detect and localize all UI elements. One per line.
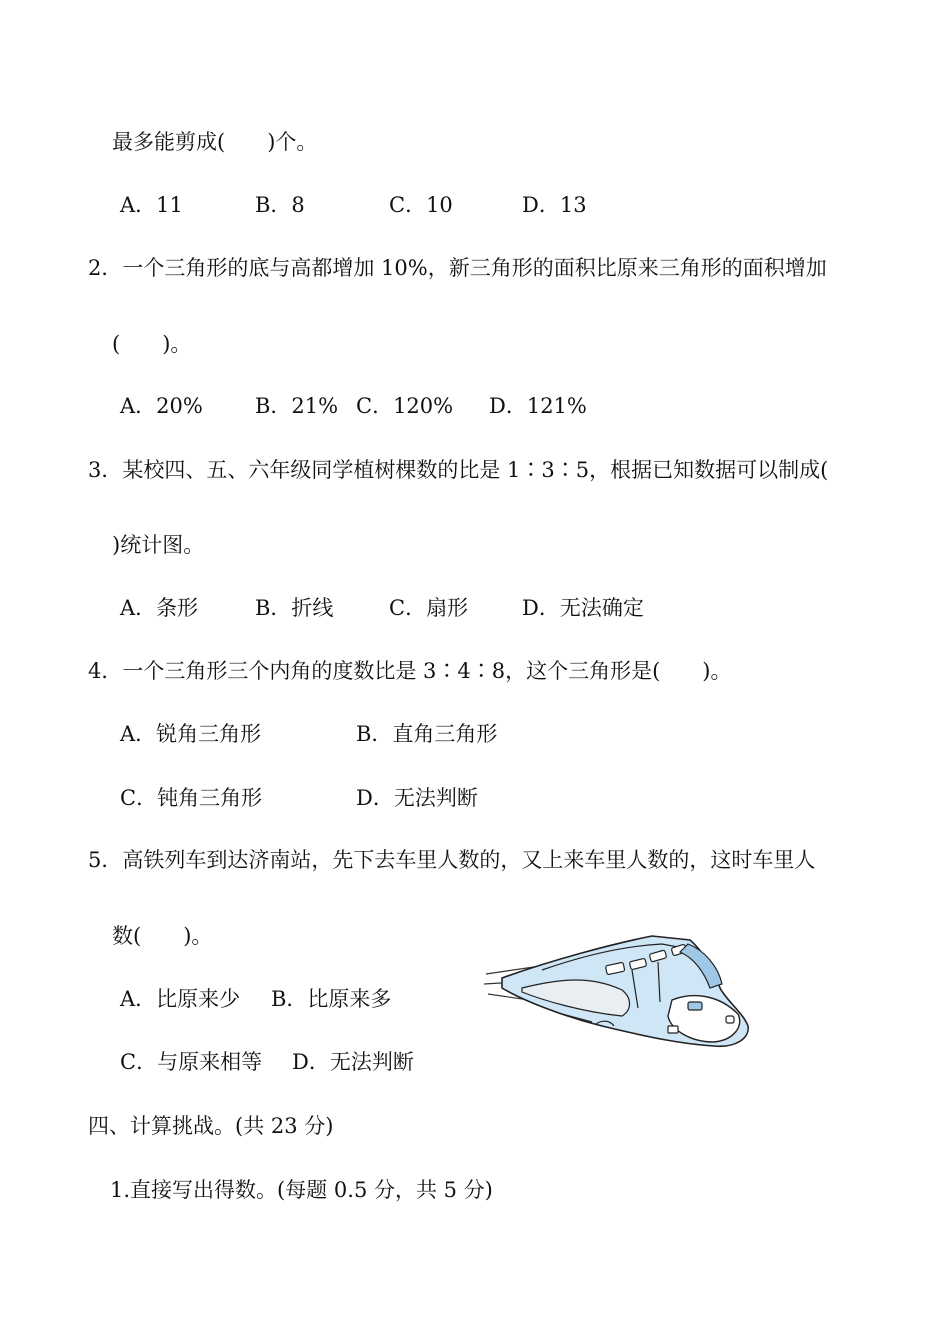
q4-option-d[interactable]: D．无法判断 xyxy=(356,786,478,810)
q4-option-a[interactable]: A．锐角三角形 xyxy=(120,722,262,746)
q1-tail: 最多能剪成( )个。 xyxy=(112,130,318,154)
q4-option-c[interactable]: C．钝角三角形 xyxy=(120,786,263,810)
headlight-left-icon xyxy=(688,1002,702,1010)
q3-text-line2: )统计图。 xyxy=(112,533,205,557)
q5-option-c[interactable]: C．与原来相等 xyxy=(120,1050,263,1074)
q4-text: 4．一个三角形三个内角的度数比是 3∶4∶8，这个三角形是( )。 xyxy=(88,659,732,683)
high-speed-train-illustration xyxy=(482,930,754,1056)
q5-option-a[interactable]: A．比原来少 xyxy=(120,987,241,1011)
q2-option-a[interactable]: A．20% xyxy=(120,394,203,418)
headlight-right-icon xyxy=(726,1016,734,1023)
q1-option-d[interactable]: D．13 xyxy=(522,193,587,217)
q5-option-d[interactable]: D．无法判断 xyxy=(292,1050,414,1074)
q2-option-c[interactable]: C．120% xyxy=(356,394,454,418)
q3-option-a[interactable]: A．条形 xyxy=(120,596,199,620)
section-4-heading: 四、计算挑战。(共 23 分) xyxy=(88,1114,334,1138)
q2-option-b[interactable]: B．21% xyxy=(255,394,339,418)
q3-option-c[interactable]: C．扇形 xyxy=(389,596,469,620)
q3-text-line1: 3．某校四、五、六年级同学植树棵数的比是 1∶3∶5，根据已知数据可以制成( xyxy=(88,458,829,482)
q1-option-a[interactable]: A．11 xyxy=(120,193,183,217)
q3-option-b[interactable]: B．折线 xyxy=(255,596,334,620)
q3-option-d[interactable]: D．无法确定 xyxy=(522,596,644,620)
q1-option-b[interactable]: B．8 xyxy=(255,193,305,217)
q5-text-line2: 数( )。 xyxy=(112,924,213,948)
section-4-subquestion-1: 1.直接写出得数。(每题 0.5 分，共 5 分) xyxy=(110,1178,493,1202)
q5-text-line1: 5．高铁列车到达济南站，先下去车里人数的，又上来车里人数的，这时车里人 xyxy=(88,848,816,872)
q2-text-line2: ( )。 xyxy=(112,332,192,356)
coupler-icon xyxy=(668,1026,678,1033)
q2-text-line1: 2．一个三角形的底与高都增加 10%，新三角形的面积比原来三角形的面积增加 xyxy=(88,256,827,280)
q5-option-b[interactable]: B．比原来多 xyxy=(271,987,392,1011)
q4-option-b[interactable]: B．直角三角形 xyxy=(356,722,498,746)
q2-option-d[interactable]: D．121% xyxy=(489,394,587,418)
q1-option-c[interactable]: C．10 xyxy=(389,193,453,217)
